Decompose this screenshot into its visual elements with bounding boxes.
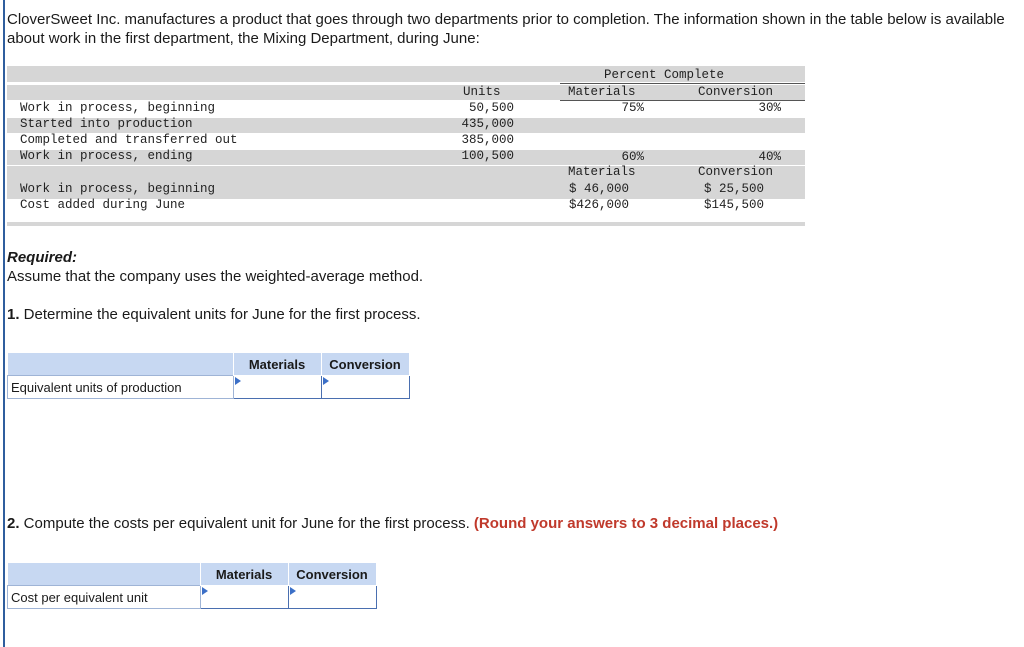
required-title: Required: — [7, 249, 78, 266]
row-units: 385,000 — [461, 133, 514, 147]
cost-row-materials: $426,000 — [569, 198, 630, 212]
q2-rounding-note: (Round your answers to 3 decimal places.) — [473, 515, 779, 532]
row-materials: 75% — [621, 101, 644, 115]
q2-number: 2. — [7, 515, 20, 532]
required-section — [7, 248, 423, 286]
row-units: 435,000 — [461, 117, 514, 131]
row-label: Work in process, ending — [20, 149, 193, 163]
materials-header: Materials — [568, 85, 636, 99]
cost-per-unit-conversion-input[interactable] — [289, 586, 376, 608]
cost-row-conversion: $ 25,500 — [704, 182, 765, 196]
equivalent-units-materials-input[interactable] — [234, 376, 321, 398]
row-units: 100,500 — [461, 149, 514, 163]
conversion-header: Conversion — [698, 85, 774, 99]
table2-corner — [8, 563, 201, 586]
row-label: Work in process, beginning — [20, 101, 216, 115]
table2-materials-cell — [200, 586, 288, 609]
row-conversion: 40% — [758, 150, 781, 164]
equivalent-units-conversion-input[interactable] — [322, 376, 409, 398]
table1-conversion-cell — [321, 376, 409, 399]
cost-conversion-header: Conversion — [698, 165, 774, 179]
percent-underline — [560, 83, 805, 84]
row-units: 50,500 — [468, 101, 514, 115]
row-conversion: 30% — [758, 101, 781, 115]
percent-complete-header: Percent Complete — [604, 68, 725, 82]
input-marker-icon — [323, 377, 329, 385]
question-2 — [7, 515, 778, 532]
data-table — [7, 66, 805, 226]
table1-materials-header: Materials — [233, 353, 321, 376]
table1-corner — [8, 353, 234, 376]
units-header: Units — [463, 85, 501, 99]
q1-number: 1. — [7, 306, 20, 323]
table2-conversion-cell — [288, 586, 376, 609]
question-1 — [7, 306, 421, 323]
equivalent-units-table — [7, 352, 410, 399]
q2-text: Compute the costs per equivalent unit for June for the first process. — [19, 515, 474, 532]
cost-row-label: Cost added during June — [20, 198, 186, 212]
cost-materials-header: Materials — [568, 165, 636, 179]
input-marker-icon — [202, 587, 208, 595]
input-marker-icon — [235, 377, 241, 385]
required-text: Assume that the company uses the weighted-average method. — [7, 268, 424, 285]
q1-text: Determine the equivalent units for June for the first process. — [19, 306, 421, 323]
table2-materials-header: Materials — [200, 563, 288, 586]
header-grey-row — [7, 85, 805, 100]
cost-row-conversion: $145,500 — [704, 198, 765, 212]
table1-row-label: Equivalent units of production — [8, 376, 234, 399]
left-border — [3, 0, 5, 647]
cost-row-materials: $ 46,000 — [569, 182, 630, 196]
row-materials: 60% — [621, 150, 644, 164]
row-label: Completed and transferred out — [20, 133, 238, 147]
cost-per-unit-table — [7, 562, 377, 609]
data-band-4 — [7, 216, 805, 222]
table2-conversion-header: Conversion — [288, 563, 376, 586]
table2-row-label: Cost per equivalent unit — [8, 586, 201, 609]
table1-materials-cell — [233, 376, 321, 399]
cost-per-unit-materials-input[interactable] — [201, 586, 288, 608]
intro-paragraph: CloverSweet Inc. manufactures a product that goes through two departments prior to completion. The information shown in the table below is available about work in the first department, the Mixing Department, during June: — [7, 11, 1005, 47]
row-label: Started into production — [20, 117, 193, 131]
input-marker-icon — [290, 587, 296, 595]
table1-conversion-header: Conversion — [321, 353, 409, 376]
cost-row-label: Work in process, beginning — [20, 182, 216, 196]
